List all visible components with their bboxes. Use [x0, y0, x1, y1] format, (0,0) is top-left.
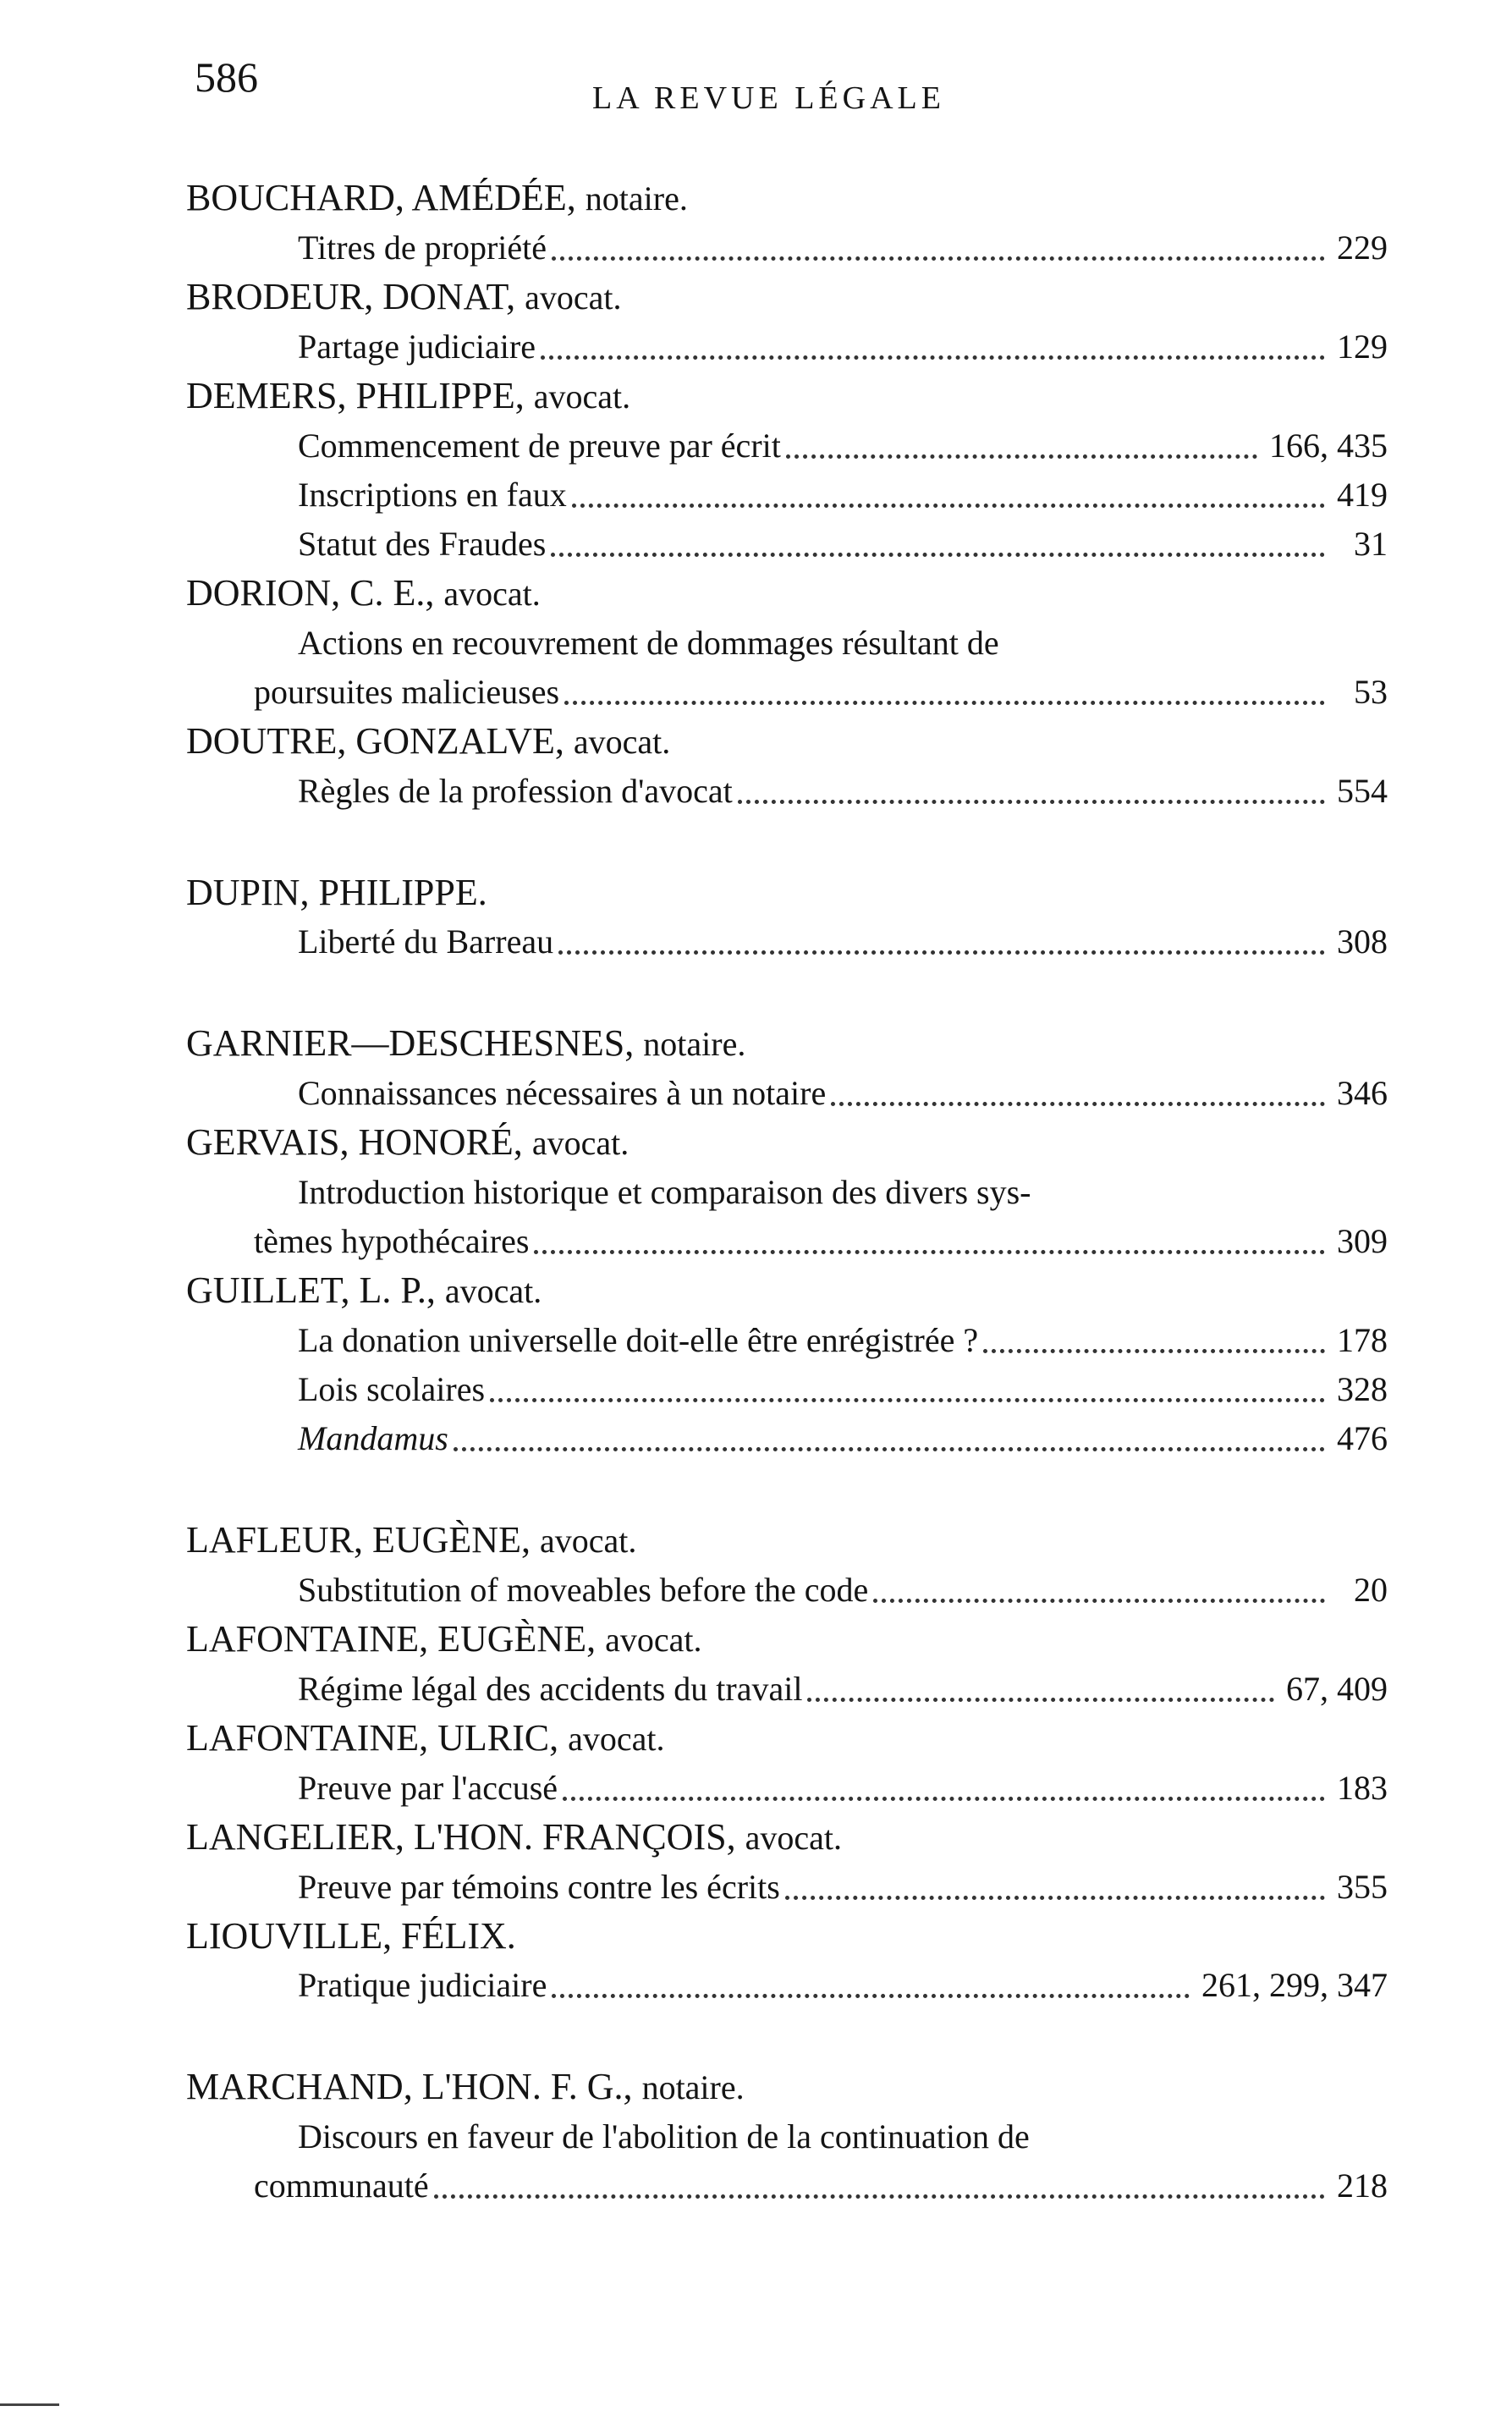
- work-title: Substitution of moveables before the code: [298, 1571, 869, 1609]
- index-entry: [186, 273, 1388, 372]
- author-name: LIOUVILLE, FÉLIX.: [186, 1915, 516, 1957]
- author-role: avocat.: [605, 1621, 702, 1659]
- author-role: notaire.: [643, 1025, 746, 1063]
- work-title: La donation universelle doit-elle être enrégistrée ?: [298, 1321, 979, 1359]
- author-role: avocat.: [525, 278, 622, 317]
- index-entry: [186, 1912, 1388, 2010]
- author-role: notaire.: [585, 179, 688, 217]
- author-role: avocat.: [539, 1522, 637, 1560]
- work-title: Preuve par témoins contre les écrits: [298, 1868, 780, 1906]
- work-title: Preuve par l'accusé: [298, 1769, 558, 1807]
- index-entry: [186, 868, 1388, 966]
- index-entry: [186, 1516, 1388, 1615]
- author-name: BRODEUR, DONAT,: [186, 276, 516, 317]
- page-reference: 328: [1337, 1370, 1388, 1408]
- index-entry: [186, 1019, 1388, 1118]
- dot-leader: [534, 1250, 1325, 1254]
- dot-leader: [551, 553, 1325, 557]
- work-line: [186, 1069, 1388, 1118]
- author-name: GARNIER—DESCHESNES,: [186, 1022, 635, 1064]
- dot-leader: [454, 1447, 1325, 1451]
- author-index: [186, 173, 1388, 2211]
- page-reference: 554: [1337, 772, 1388, 810]
- index-entry: [186, 1813, 1388, 1912]
- author-role: avocat.: [573, 723, 671, 761]
- work-line: [186, 1566, 1388, 1615]
- page-header: [195, 44, 1396, 120]
- dot-leader: [541, 355, 1325, 360]
- work-line: [186, 1168, 1388, 1266]
- work-title: Titres de propriété: [298, 228, 547, 267]
- work-line: [186, 223, 1388, 273]
- author-name: DEMERS, PHILIPPE,: [186, 375, 525, 416]
- index-entry: [186, 1615, 1388, 1714]
- dot-leader: [785, 1896, 1325, 1900]
- dot-leader: [983, 1349, 1325, 1353]
- work-line: [186, 917, 1388, 966]
- work-line: [186, 471, 1388, 520]
- work-line: [186, 1961, 1388, 2010]
- work-line: [186, 1316, 1388, 1365]
- index-entry: [186, 372, 1388, 569]
- author-name: GUILLET, L. P.,: [186, 1269, 436, 1311]
- page-reference: 178: [1337, 1321, 1388, 1359]
- author-role: avocat.: [531, 1124, 630, 1162]
- work-title: Lois scolaires: [298, 1370, 486, 1408]
- work-title: Pratique judiciaire: [298, 1966, 547, 2004]
- page-reference: 309: [1337, 1222, 1388, 1260]
- work-title: Règles de la profession d'avocat: [298, 772, 733, 810]
- work-line: [186, 619, 1388, 717]
- work-title: Inscriptions en faux: [298, 476, 567, 514]
- index-entry: [186, 1714, 1388, 1813]
- dot-leader: [873, 1599, 1325, 1603]
- page-edge-rule: [0, 2403, 59, 2406]
- work-line: [186, 322, 1388, 372]
- work-title: Régime légal des accidents du travail: [298, 1670, 803, 1708]
- index-entry: [186, 173, 1388, 273]
- work-title-line-2: communauté: [254, 2166, 429, 2205]
- work-title-line-1: Introduction historique et comparaison des divers sys-: [298, 1173, 1031, 1211]
- page-reference: 308: [1337, 922, 1388, 961]
- page-reference: 419: [1337, 476, 1388, 514]
- work-title-line-2: poursuites malicieuses: [254, 673, 560, 711]
- page-reference: 20: [1354, 1571, 1388, 1609]
- author-role: avocat.: [568, 1720, 665, 1758]
- author-name: LAFONTAINE, ULRIC,: [186, 1717, 559, 1759]
- author-role: avocat.: [443, 575, 541, 613]
- work-title: Commencement de preuve par écrit: [298, 427, 781, 465]
- work-title-line-1: Discours en faveur de l'abolition de la continuation de: [298, 2117, 1030, 2155]
- work-line: [186, 1863, 1388, 1912]
- author-name: BOUCHARD, AMÉDÉE,: [186, 177, 576, 218]
- dot-leader: [831, 1102, 1325, 1106]
- work-title: Liberté du Barreau: [298, 922, 554, 961]
- dot-leader: [434, 2194, 1325, 2199]
- dot-leader: [786, 454, 1257, 459]
- work-line: [186, 421, 1388, 471]
- dot-leader: [558, 950, 1325, 955]
- work-line: [186, 1365, 1388, 1414]
- author-role: notaire.: [641, 2068, 745, 2106]
- dot-leader: [552, 256, 1325, 261]
- work-line: [186, 2112, 1388, 2211]
- page-reference: 183: [1337, 1769, 1388, 1807]
- work-title: Partage judiciaire: [298, 328, 536, 366]
- work-line: [186, 1665, 1388, 1714]
- work-title-line-2: tèmes hypothécaires: [254, 1222, 530, 1260]
- page-reference: 229: [1337, 228, 1388, 267]
- author-name: GERVAIS, HONORÉ,: [186, 1121, 523, 1163]
- work-line: [186, 1764, 1388, 1813]
- work-title: Connaissances nécessaires à un notaire: [298, 1074, 827, 1112]
- page-reference: 31: [1354, 525, 1388, 563]
- author-name: LAFLEUR, EUGÈNE,: [186, 1519, 531, 1561]
- page-reference: 218: [1337, 2166, 1388, 2205]
- index-entry: [186, 1266, 1388, 1463]
- page-number: 586: [195, 53, 258, 101]
- dot-leader: [572, 504, 1325, 508]
- page-reference: 67, 409: [1286, 1670, 1388, 1708]
- author-name: DORION, C. E.,: [186, 572, 435, 614]
- author-name: LANGELIER, L'HON. FRANÇOIS,: [186, 1816, 736, 1858]
- page-reference: 129: [1337, 328, 1388, 366]
- page-reference: 355: [1337, 1868, 1388, 1906]
- author-name: MARCHAND, L'HON. F. G.,: [186, 2066, 633, 2107]
- work-line: [186, 1414, 1388, 1463]
- dot-leader: [564, 701, 1325, 705]
- work-line: [186, 520, 1388, 569]
- dot-leader: [490, 1398, 1325, 1402]
- author-name: DOUTRE, GONZALVE,: [186, 720, 564, 762]
- dot-leader: [738, 800, 1325, 804]
- index-entry: [186, 569, 1388, 717]
- work-title: Statut des Fraudes: [298, 525, 547, 563]
- work-title-line-1: Actions en recouvrement de dommages résultant de: [298, 624, 999, 662]
- page-reference: 166, 435: [1269, 427, 1388, 465]
- index-entry: [186, 1118, 1388, 1266]
- index-entry: [186, 717, 1388, 816]
- dot-leader: [807, 1698, 1274, 1702]
- author-name: DUPIN, PHILIPPE.: [186, 872, 487, 913]
- work-line: [186, 767, 1388, 816]
- author-role: avocat.: [444, 1272, 542, 1310]
- dot-leader: [552, 1994, 1190, 1998]
- author-name: LAFONTAINE, EUGÈNE,: [186, 1618, 597, 1660]
- page-reference: 346: [1337, 1074, 1388, 1112]
- author-role: avocat.: [745, 1819, 842, 1857]
- running-title: LA REVUE LÉGALE: [592, 80, 945, 116]
- page-reference: 476: [1337, 1419, 1388, 1457]
- author-role: avocat.: [533, 377, 631, 416]
- page-reference: 53: [1354, 673, 1388, 711]
- page-reference: 261, 299, 347: [1201, 1966, 1388, 2004]
- index-entry: [186, 2062, 1388, 2211]
- work-title: Mandamus: [298, 1419, 448, 1457]
- dot-leader: [563, 1797, 1325, 1801]
